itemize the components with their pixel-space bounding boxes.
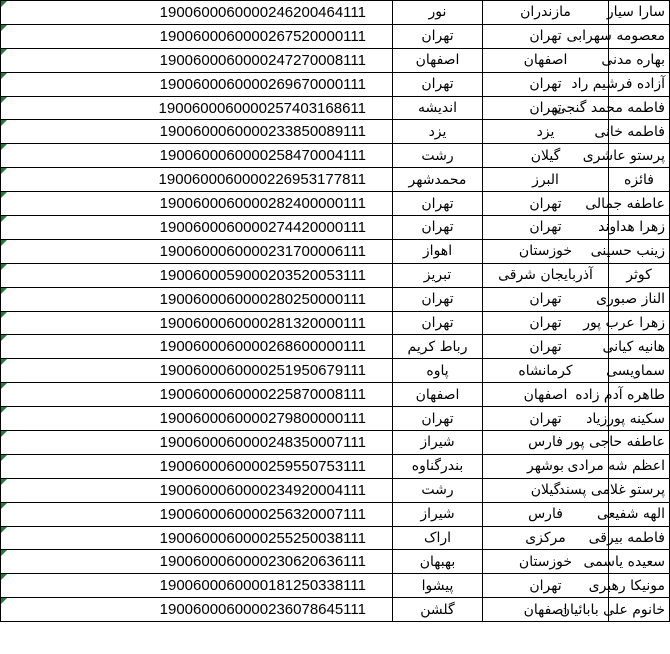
- table-row: [1, 1, 670, 25]
- cell-province[interactable]: تهران: [483, 192, 609, 216]
- cell-full-name[interactable]: زهرا هداوند: [609, 216, 670, 240]
- cell-account-number[interactable]: 1900600060000225870008111: [1, 383, 393, 407]
- cell-city[interactable]: اندیشه: [393, 96, 483, 120]
- cell-full-name[interactable]: سارا سیار: [609, 1, 670, 25]
- cell-full-name[interactable]: مونیکا رهبری: [609, 574, 670, 598]
- cell-province[interactable]: اصفهان: [483, 48, 609, 72]
- table-row: [1, 263, 670, 287]
- cell-account-number[interactable]: 1900600060000226953177811: [1, 168, 393, 192]
- table-row: [1, 550, 670, 574]
- cell-full-name[interactable]: کوثر: [609, 263, 670, 287]
- cell-province[interactable]: آذربایجان شرقی: [483, 263, 609, 287]
- cell-full-name[interactable]: پرستو عاشری: [609, 144, 670, 168]
- cell-city[interactable]: نور: [393, 1, 483, 25]
- cell-full-name[interactable]: آزاده فرشیم راد: [609, 72, 670, 96]
- cell-province[interactable]: تهران: [483, 72, 609, 96]
- table-row: [1, 431, 670, 455]
- cell-city[interactable]: بندرگناوه: [393, 454, 483, 478]
- cell-account-number[interactable]: 1900600060000267520000111: [1, 24, 393, 48]
- cell-province[interactable]: تهران: [483, 574, 609, 598]
- table-row: [1, 383, 670, 407]
- cell-account-number[interactable]: 1900600060000280250000111: [1, 287, 393, 311]
- cell-city[interactable]: رشت: [393, 478, 483, 502]
- cell-account-number[interactable]: 1900600060000233850089111: [1, 120, 393, 144]
- cell-city[interactable]: رشت: [393, 144, 483, 168]
- cell-province[interactable]: گیلان: [483, 478, 609, 502]
- cell-city[interactable]: اصفهان: [393, 48, 483, 72]
- cell-account-number[interactable]: 1900600060000274420000111: [1, 216, 393, 240]
- cell-account-number[interactable]: 1900600060000281320000111: [1, 311, 393, 335]
- cell-province[interactable]: تهران: [483, 216, 609, 240]
- cell-account-number[interactable]: 1900600060000234920004111: [1, 478, 393, 502]
- cell-full-name[interactable]: بهاره مدنی: [609, 48, 670, 72]
- cell-full-name[interactable]: معصومه سهرابی: [609, 24, 670, 48]
- cell-account-number[interactable]: 1900600060000259550753111: [1, 454, 393, 478]
- cell-city[interactable]: تهران: [393, 72, 483, 96]
- table-row: [1, 144, 670, 168]
- table-row: [1, 72, 670, 96]
- cell-city[interactable]: تهران: [393, 192, 483, 216]
- cell-city[interactable]: محمدشهر: [393, 168, 483, 192]
- cell-city[interactable]: پاوه: [393, 359, 483, 383]
- table-row: [1, 96, 670, 120]
- cell-city[interactable]: تهران: [393, 216, 483, 240]
- table-row: [1, 168, 670, 192]
- cell-city[interactable]: پیشوا: [393, 574, 483, 598]
- cell-full-name[interactable]: عاطفه حاجی پور: [609, 431, 670, 455]
- cell-full-name[interactable]: سکینه پورزیاد: [609, 407, 670, 431]
- cell-full-name[interactable]: سماویسی: [609, 359, 670, 383]
- table-row: [1, 120, 670, 144]
- cell-province[interactable]: مازندران: [483, 1, 609, 25]
- table-row: [1, 454, 670, 478]
- cell-full-name[interactable]: خانوم علی بابائیان: [609, 598, 670, 622]
- cell-city[interactable]: اصفهان: [393, 383, 483, 407]
- cell-account-number[interactable]: 1900600060000256320007111: [1, 502, 393, 526]
- cell-city[interactable]: شیراز: [393, 502, 483, 526]
- table-row: [1, 287, 670, 311]
- cell-province[interactable]: البرز: [483, 168, 609, 192]
- table-row: [1, 24, 670, 48]
- cell-full-name[interactable]: الناز صبوری: [609, 287, 670, 311]
- cell-province[interactable]: تهران: [483, 311, 609, 335]
- cell-city[interactable]: بهبهان: [393, 550, 483, 574]
- cell-full-name[interactable]: فاطمه محمد گنجی: [609, 96, 670, 120]
- cell-province[interactable]: تهران: [483, 24, 609, 48]
- cell-city[interactable]: یزد: [393, 120, 483, 144]
- cell-city[interactable]: رباط کریم: [393, 335, 483, 359]
- table-row: [1, 48, 670, 72]
- cell-account-number[interactable]: 1900600060000258470004111: [1, 144, 393, 168]
- cell-full-name[interactable]: عاطفه جمالی: [609, 192, 670, 216]
- cell-province[interactable]: بوشهر: [483, 454, 609, 478]
- cell-account-number[interactable]: 1900600060000282400000111: [1, 192, 393, 216]
- cell-account-number[interactable]: 1900600059000203520053111: [1, 263, 393, 287]
- cell-province[interactable]: اصفهان: [483, 383, 609, 407]
- cell-city[interactable]: اهواز: [393, 239, 483, 263]
- cell-province[interactable]: مرکزی: [483, 526, 609, 550]
- table-row: [1, 526, 670, 550]
- cell-province[interactable]: یزد: [483, 120, 609, 144]
- cell-account-number[interactable]: 1900600060000251950679111: [1, 359, 393, 383]
- cell-full-name[interactable]: فائزه: [609, 168, 670, 192]
- cell-province[interactable]: گیلان: [483, 144, 609, 168]
- cell-province[interactable]: تهران: [483, 407, 609, 431]
- cell-full-name[interactable]: سعیده یاسمی: [609, 550, 670, 574]
- cell-account-number[interactable]: 1900600060000268600000111: [1, 335, 393, 359]
- cell-full-name[interactable]: زهرا عرب پور: [609, 311, 670, 335]
- spreadsheet-body: [1, 1, 670, 622]
- cell-province[interactable]: اصفهان: [483, 598, 609, 622]
- cell-city[interactable]: گلشن: [393, 598, 483, 622]
- table-row: [1, 216, 670, 240]
- cell-account-number[interactable]: 1900600060000257403168611: [1, 96, 393, 120]
- cell-full-name[interactable]: فاطمه بیرقی: [609, 526, 670, 550]
- cell-province[interactable]: خوزستان: [483, 239, 609, 263]
- table-row: [1, 359, 670, 383]
- cell-account-number[interactable]: 1900600060000181250338111: [1, 574, 393, 598]
- cell-province[interactable]: کرمانشاه: [483, 359, 609, 383]
- cell-city[interactable]: اراک: [393, 526, 483, 550]
- cell-full-name[interactable]: هانیه کیانی: [609, 335, 670, 359]
- cell-city[interactable]: تهران: [393, 407, 483, 431]
- cell-province[interactable]: تهران: [483, 287, 609, 311]
- table-row: [1, 239, 670, 263]
- table-row: [1, 407, 670, 431]
- table-row: [1, 478, 670, 502]
- table-row: [1, 598, 670, 622]
- table-row: [1, 574, 670, 598]
- cell-account-number[interactable]: 1900600060000247270008111: [1, 48, 393, 72]
- cell-full-name[interactable]: پرستو غلامی پسند: [609, 478, 670, 502]
- cell-account-number[interactable]: 1900600060000231700006111: [1, 239, 393, 263]
- cell-account-number[interactable]: 1900600060000255250038111: [1, 526, 393, 550]
- cell-account-number[interactable]: 1900600060000230620636111: [1, 550, 393, 574]
- cell-city[interactable]: تبریز: [393, 263, 483, 287]
- cell-full-name[interactable]: فاطمه خانی: [609, 120, 670, 144]
- table-row: [1, 311, 670, 335]
- cell-full-name[interactable]: الهه شفیعی: [609, 502, 670, 526]
- table-row: [1, 192, 670, 216]
- cell-account-number[interactable]: 1900600060000246200464111: [1, 1, 393, 25]
- cell-province[interactable]: فارس: [483, 431, 609, 455]
- cell-city[interactable]: تهران: [393, 24, 483, 48]
- cell-city[interactable]: شیراز: [393, 431, 483, 455]
- cell-full-name[interactable]: اعظم شه مرادی: [609, 454, 670, 478]
- cell-account-number[interactable]: 1900600060000236078645111: [1, 598, 393, 622]
- table-row: [1, 502, 670, 526]
- cell-account-number[interactable]: 1900600060000279800000111: [1, 407, 393, 431]
- cell-province[interactable]: فارس: [483, 502, 609, 526]
- cell-account-number[interactable]: 1900600060000248350007111: [1, 431, 393, 455]
- cell-full-name[interactable]: طاهره آدم زاده: [609, 383, 670, 407]
- table-row: [1, 335, 670, 359]
- cell-province[interactable]: تهران: [483, 335, 609, 359]
- cell-province[interactable]: تهران: [483, 96, 609, 120]
- cell-account-number[interactable]: 1900600060000269670000111: [1, 72, 393, 96]
- cell-province[interactable]: خوزستان: [483, 550, 609, 574]
- cell-city[interactable]: تهران: [393, 311, 483, 335]
- cell-city[interactable]: تهران: [393, 287, 483, 311]
- cell-full-name[interactable]: زینب حسینی: [609, 239, 670, 263]
